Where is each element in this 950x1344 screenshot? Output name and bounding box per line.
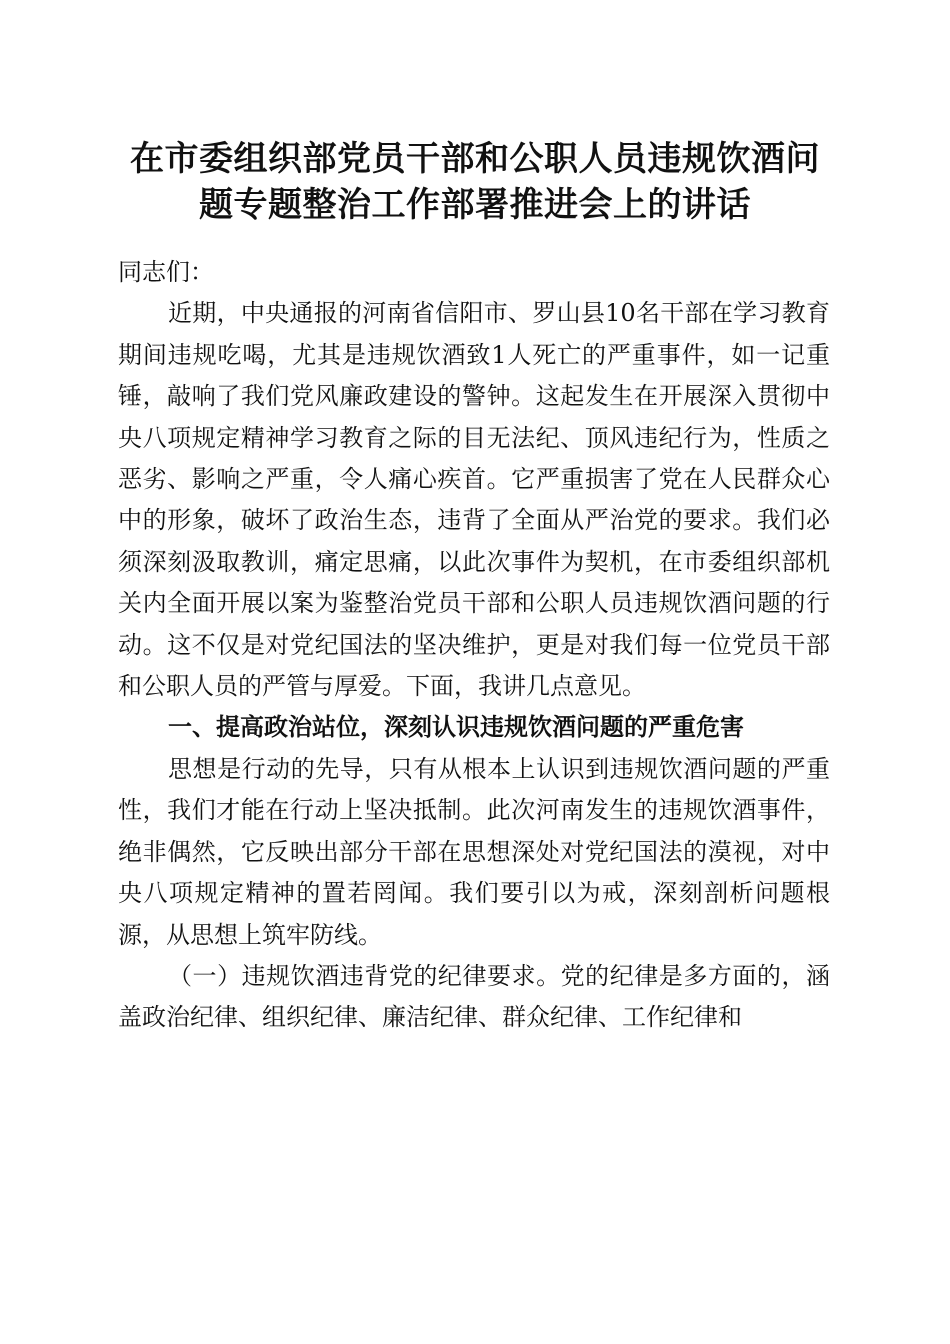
paragraph-subsection-1 — [118, 956, 830, 1039]
title-line-1: 在市委组织部党员干部和公职人员违规饮酒问 — [130, 139, 820, 179]
subsection-heading-1: （一）违规饮酒违背党的纪律要求。 — [168, 961, 561, 990]
title-line-2: 题专题整治工作部署推进会上的讲话 — [199, 185, 751, 225]
section-heading-1: 一、提高政治站位，深刻认识违规饮酒问题的严重危害 — [168, 713, 744, 742]
subsection-text-1: 党的纪律是多方面的，涵盖政治纪律、组织纪律、廉洁纪律、群众纪律、工作纪律和 — [118, 961, 831, 1032]
salutation: 同志们： — [118, 258, 214, 286]
document-body — [118, 252, 830, 1039]
document-title — [100, 136, 850, 228]
paragraph-section-1: 思想是行动的先导，只有从根本上认识到违规饮酒问题的严重性，我们才能在行动上坚决抵制。此次河南发生的违规饮酒事件，绝非偶然，它反映出部分干部在思想深处对党纪国法的漠视，对中央八项规定精神的置若罔闻。我们要引以为戒，深刻剖析问题根源，从思想上筑牢防线。 — [118, 754, 830, 949]
paragraph-intro: 近期，中央通报的河南省信阳市、罗山县10名干部在学习教育期间违规吃喝，尤其是违规饮酒致1人死亡的严重事件，如一记重锤，敲响了我们党风廉政建设的警钟。这起发生在开展深入贯彻中央八项规定精神学习教育之际的目无法纪、顶风违纪行为，性质之恶劣、影响之严重，令人痛心疾首。它严重损害了党在人民群众心中的形象，破坏了政治生态，违背了全面从严治党的要求。我们必须深刻汲取教训，痛定思痛，以此次事件为契机，在市委组织部机关内全面开展以案为鉴整治党员干部和公职人员违规饮酒问题的行动。这不仅是对党纪国法的坚决维护，更是对我们每一位党员干部和公职人员的严管与厚爱。下面，我讲几点意见。 — [118, 299, 830, 701]
